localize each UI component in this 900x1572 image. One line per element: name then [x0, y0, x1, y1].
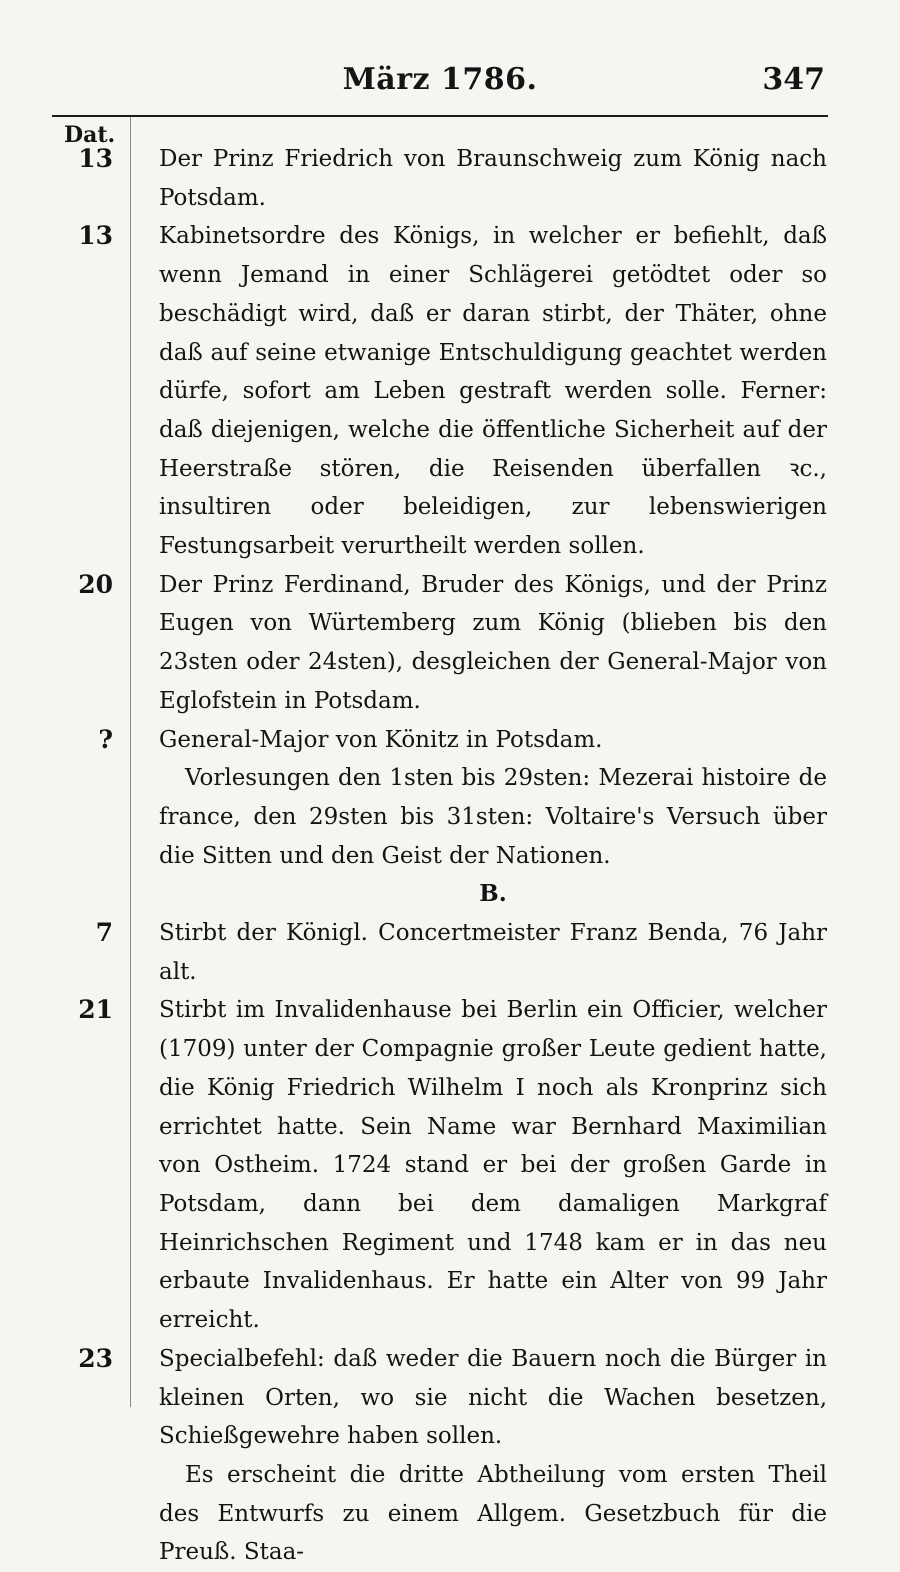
entry-date: 20 — [78, 569, 113, 599]
date-column-label: Dat. — [64, 122, 116, 148]
entry-text: Stirbt im Invalidenhause bei Berlin ein Officier, welcher (1709) unter der Compagnie großer Leute gedient hatte, die König Friedrich Wilhelm I noch als Kronprinz sich errichtet hatte. Sein Name war Bernhard Maximilian von Ostheim. 1724 stand er bei der großen Garde in Potsdam, dann bei dem damaligen Markgraf Heinrichschen Regiment und 1748 kam er in das neu erbaute Invalidenhaus. Er hatte ein Alter von 99 Jahr erreicht. — [159, 997, 827, 1334]
page-number: 347 — [762, 62, 825, 97]
entry-text: Vorlesungen den 1sten bis 29sten: Mezerai histoire de france, den 29sten bis 31sten: Voltaire's Versuch über die Sitten und den Geist der Nationen. — [159, 765, 827, 869]
entry-text: Stirbt der Königl. Concertmeister Franz Benda, 76 Jahr alt. — [159, 920, 827, 985]
closing-paragraph — [55, 1456, 827, 1572]
entry-text: Der Prinz Friedrich von Braunschweig zum König nach Potsdam. — [159, 146, 827, 211]
header-rule — [52, 115, 828, 117]
entry-7 — [55, 914, 827, 991]
entry-text: General-Major von Könitz in Potsdam. — [159, 726, 603, 753]
page-body — [55, 140, 827, 1572]
entry-13a — [55, 140, 827, 217]
entry-date: 7 — [95, 918, 113, 948]
entry-text: Der Prinz Ferdinand, Bruder des Königs, und der Prinz Eugen von Würtemberg zum König (blieben bis den 23sten oder 24sten), desgleichen der General-Major von Eglofstein in Potsdam. — [159, 571, 827, 714]
entry-13b — [55, 217, 827, 565]
section-heading: B. — [479, 880, 507, 908]
entry-unknown-date — [55, 721, 827, 760]
running-header — [55, 62, 825, 98]
entry-date: 13 — [78, 144, 113, 173]
entry-text: Specialbefehl: daß weder die Bauern noch die Bürger in kleinen Orten, wo sie nicht die Wachen besetzen, Schießgewehre haben sollen. — [159, 1345, 827, 1450]
entry-20 — [55, 566, 827, 721]
entry-date: 23 — [78, 1343, 113, 1373]
entry-23 — [55, 1340, 827, 1456]
entry-date: ? — [98, 724, 113, 754]
entry-21 — [55, 991, 827, 1339]
entry-text: Es erscheint die dritte Abtheilung vom ersten Theil des Entwurfs zu einem Allgem. Gesetzbuch für die Preuß. Staa- — [159, 1461, 827, 1566]
entry-date: 13 — [78, 221, 113, 251]
page-title: März 1786. — [342, 62, 538, 97]
entry-text: Kabinetsordre des Königs, in welcher er befiehlt, daß wenn Jemand in einer Schlägerei getödtet oder so beschädigt wird, daß er daran stirbt, der Thäter, ohne daß auf seine etwanige Entschuldigung geachtet werden dürfe, sofort am Leben gestraft werden solle. Ferner: daß diejenigen, welche die öffentliche Sicherheit auf der Heerstraße stören, die Reisenden überfallen ꝛc., insultiren oder beleidigen, zur lebenswierigen Festungsarbeit verurtheilt werden sollen. — [159, 223, 827, 560]
entry-date: 21 — [78, 995, 113, 1025]
entry-lectures — [55, 759, 827, 875]
